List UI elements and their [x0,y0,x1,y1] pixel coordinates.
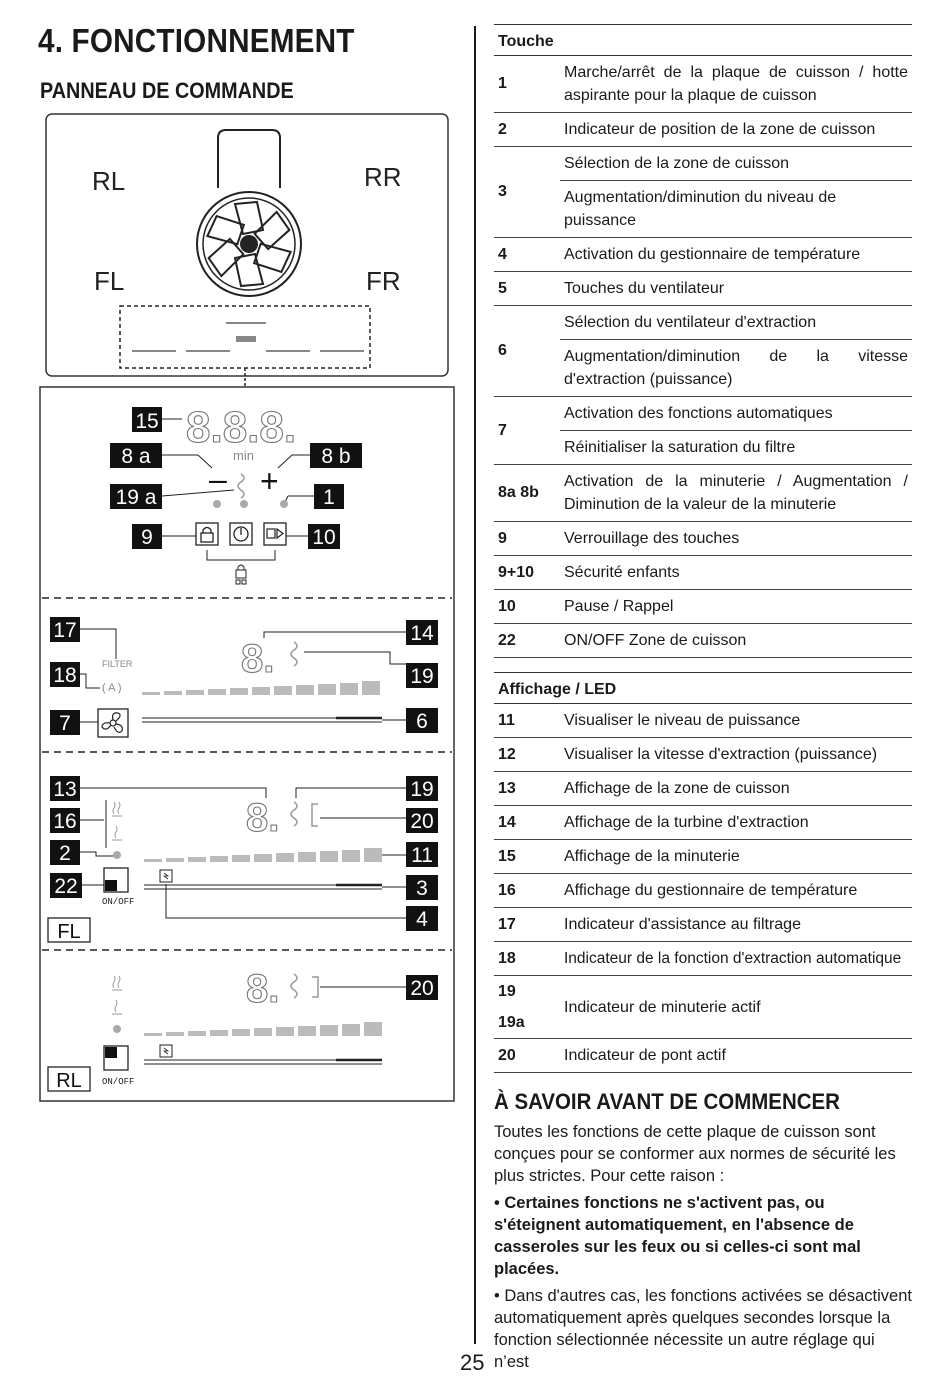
timer-minus-button[interactable]: – [209,461,227,497]
fan-timer-icon [291,642,297,666]
child-lock-icon [236,565,246,584]
fan-speed-digit: 8. [241,637,275,681]
on-off-label-rl: ON/OFF [102,1077,135,1087]
zone-position-led [113,851,121,859]
touche-table [494,24,912,1073]
section-title: PANNEAU DE COMMANDE [40,78,294,103]
callout-19: 19 [410,665,434,688]
table-row: 6 Sélection du ventilateur d'extraction [494,306,912,340]
zone-power-digit: 8. [246,796,280,840]
callout-1: 1 [323,486,335,509]
callout-20-rl: 20 [410,977,434,1000]
lock-icon[interactable] [196,523,218,545]
fan-power-bar [142,681,380,695]
page-title: 4. FONCTIONNEMENT [38,22,355,59]
callout-14: 14 [410,622,434,645]
table-row: 9+10 Sécurité enfants [494,556,912,590]
table-row: 18 Indicateur de la fonction d'extraction automatique [494,942,912,976]
table-row: Réinitialiser la saturation du filtre [494,431,912,465]
callout-19-zone: 19 [410,778,434,801]
affichage-header: Affichage / LED [494,673,912,704]
zone-timer-icon-rl [291,974,297,998]
callout-15: 15 [135,410,159,433]
callout-20: 20 [410,810,434,833]
table-row: 13 Affichage de la zone de cuisson [494,772,912,806]
extractor-fan-icon [197,192,301,296]
table-row: 16 Affichage du gestionnaire de température [494,874,912,908]
callout-22: 22 [54,875,78,898]
timer-plus-button[interactable]: + [260,463,279,499]
svg-text:FL: FL [57,921,81,943]
callout-8a: 8 a [121,445,151,468]
fan-slider[interactable] [142,718,382,722]
callout-6: 6 [416,710,428,733]
zone-on-off-button-rl[interactable] [104,1046,128,1070]
table-row: 7 Activation des fonctions automatiques [494,397,912,431]
callout-9: 9 [141,526,153,549]
callout-19a: 19 a [115,486,157,509]
table-row: 10 Pause / Rappel [494,590,912,624]
callout-2: 2 [59,842,71,865]
table-row: Augmentation/diminution du niveau de puissance [494,181,912,238]
zone-slider[interactable] [144,870,382,889]
callout-4: 4 [416,908,428,931]
callout-17: 17 [53,619,77,642]
filter-indicator: FILTER [102,659,133,669]
table-row: 15 Affichage de la minuterie [494,840,912,874]
hood-intake-icon [218,130,280,188]
on-off-label: ON/OFF [102,897,135,907]
fan-button-icon[interactable] [98,709,128,737]
temperature-manager-icon [112,802,122,840]
zone-label-fr: FR [366,266,401,296]
table-row: 3 Sélection de la zone de cuisson [494,147,912,181]
table-row: 11 Visualiser le niveau de puissance [494,704,912,738]
timer-active-icon [238,474,244,498]
auto-indicator: ( A ) [102,682,122,694]
callout-3: 3 [416,877,428,900]
before-start-paragraph: • Dans d'autres cas, les fonctions activées se désactivent automatiquement après quelques secondes lorsque la fonction sélectionnée nécessite un autre réglage qui n’est [494,1287,912,1371]
page-number: 25 [460,1350,485,1375]
led-dot [213,500,221,508]
temperature-manager-icon-rl [112,976,122,1014]
callout-7: 7 [59,712,71,735]
table-row: Augmentation/diminution de la vitesse d'extraction (puissance) [494,340,912,397]
zone-power-bar-rl [144,1022,382,1036]
pause-recall-icon[interactable] [264,523,286,545]
control-strip-miniature [132,322,364,352]
table-row: 4 Activation du gestionnaire de température [494,238,912,272]
table-row: 22 ON/OFF Zone de cuisson [494,624,912,658]
led-dot [280,500,288,508]
table-row: 2 Indicateur de position de la zone de cuisson [494,113,912,147]
before-start-paragraph-bold: • Certaines fonctions ne s'activent pas, ou s'éteignent automatiquement, en l'absence de casseroles sur les feux ou si celles-ci sont mal placées. [494,1194,861,1278]
table-row: 9 Verrouillage des touches [494,522,912,556]
zone-power-digit-rl: 8. [246,967,280,1011]
right-column [494,24,912,1378]
table-row: 12 Visualiser la vitesse d'extraction (puissance) [494,738,912,772]
column-divider [474,26,476,1344]
callout-18: 18 [53,664,77,687]
led-dot [240,500,248,508]
svg-text:RL: RL [56,1070,82,1092]
table-row: 8a 8b Activation de la minuterie / Augmentation / Diminution de la valeur de la minuterie [494,465,912,522]
callout-10: 10 [312,526,336,549]
before-start-title: À SAVOIR AVANT DE COMMENCER [494,1089,840,1114]
zone-slider-rl[interactable] [144,1045,382,1064]
zone-position-led-rl [113,1025,121,1033]
zone-power-bar [144,848,382,862]
table-row: 17 Indicateur d'assistance au filtrage [494,908,912,942]
callout-16: 16 [53,810,77,833]
power-icon[interactable] [230,523,252,545]
touche-header: Touche [494,25,912,56]
before-start-paragraph: Toutes les fonctions de cette plaque de cuisson sont conçues pour se conformer aux normes de sécurité les plus strictes. Pour cette raison : [494,1123,896,1185]
zone-on-off-button[interactable] [104,868,128,892]
callout-13: 13 [53,778,77,801]
zone-timer-icon [291,802,297,826]
callout-8b: 8 b [321,445,351,468]
callout-11: 11 [411,844,433,867]
table-row: 20 Indicateur de pont actif [494,1039,912,1073]
table-row: 5 Touches du ventilateur [494,272,912,306]
zone-label-rr: RR [364,162,402,192]
bridge-indicator-rl [312,977,318,997]
table-row: 14 Affichage de la turbine d'extraction [494,806,912,840]
zone-label-rl: RL [92,166,126,196]
bridge-indicator [312,804,318,826]
timer-display: 8.8.8. [186,403,297,452]
control-panel-figure [36,112,458,1112]
table-row: 1 Marche/arrêt de la plaque de cuisson / hotte aspirante pour la plaque de cuisson [494,56,912,113]
timer-unit-label: min [233,448,254,463]
table-row: 19 19a Indicateur de minuterie actif [494,976,912,1039]
zone-label-fl: FL [94,266,125,296]
